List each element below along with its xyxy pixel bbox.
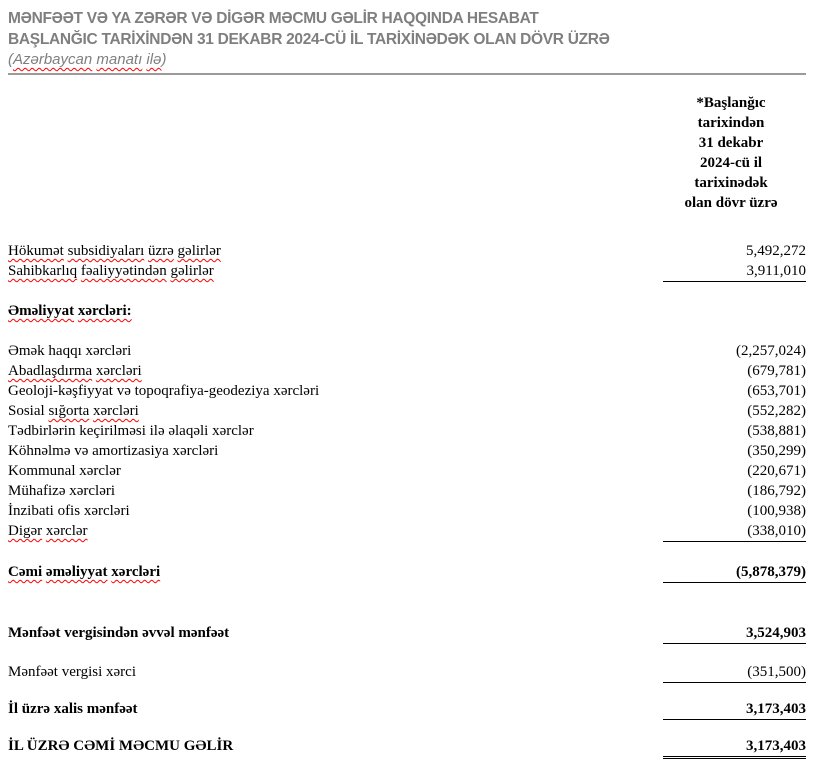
misspelled-word: fəaliyyətindən (80, 263, 167, 279)
misspelled-word: xərcləri (93, 403, 139, 419)
expense-row (8, 501, 806, 521)
row-label: Mühafizə xərcləri (8, 483, 116, 499)
row-value: 5,492,272 (746, 243, 806, 259)
operating-expenses-total (8, 562, 806, 583)
misspelled-word: üzrə (147, 243, 174, 259)
revenues-section (8, 241, 806, 282)
total-row (8, 623, 806, 644)
grand-total-row (8, 736, 806, 759)
misspelled-word: Hökumət (8, 243, 64, 259)
row-value: 3,173,403 (663, 699, 806, 720)
misspelled-word: xərclər (45, 523, 88, 539)
expense-row (8, 421, 806, 441)
row-value: (552,282) (747, 403, 806, 419)
row-value: 3,911,010 (663, 261, 806, 282)
row-label: Tədbirlərin keçirilməsi ilə əlaqəli xərclər (8, 423, 254, 439)
document-subtitle (8, 50, 806, 69)
period-header-line: *Başlanğıc (696, 95, 766, 111)
expense-row (8, 662, 806, 683)
row-label (8, 361, 663, 381)
row-value: (351,500) (663, 662, 806, 683)
document-title-line2: BAŞLANĞIC TARİXİNDƏN 31 DEKABR 2024-CÜ İL TARİXİNƏDƏK OLAN DÖVR ÜZRƏ (8, 31, 610, 48)
section-heading-row (8, 301, 806, 321)
net-profit-row (8, 699, 806, 720)
expense-row (8, 381, 806, 401)
row-value: (220,671) (747, 463, 806, 479)
period-header-line: 31 dekabr (698, 135, 764, 151)
expense-row (8, 401, 806, 421)
period-column-header (656, 93, 806, 213)
subtitle-text (13, 51, 161, 68)
misspelled-word: gəlirlər (170, 263, 214, 279)
expense-row (8, 341, 806, 361)
row-label: Mənfəət vergisi xərci (8, 664, 137, 680)
period-header-line: 2024-cü il (699, 155, 763, 171)
row-label: İnzibati ofis xərcləri (8, 503, 130, 519)
profit-before-tax-row (8, 623, 806, 644)
period-header-line: olan dövr üzrə (684, 195, 778, 211)
misspelled-word: Abadlaşdırma (8, 363, 93, 379)
misspelled-word: əməliyyat (45, 564, 108, 580)
misspelled-word: Sahibkarlıq (8, 263, 78, 279)
row-label: Kommunal xərclər (8, 463, 121, 479)
expense-row (8, 441, 806, 461)
revenue-row (8, 241, 806, 261)
expense-row (8, 521, 806, 542)
row-value: (186,792) (747, 483, 806, 499)
document-header (8, 8, 806, 75)
row-value: (538,881) (747, 423, 806, 439)
row-label: Geoloji-kəşfiyyat və topoqrafiya-geodeziya xərcləri (8, 383, 320, 399)
tax-expense-row (8, 662, 806, 683)
row-value: 3,173,403 (663, 736, 806, 759)
misspelled-word: ilə (146, 51, 162, 68)
misspelled-word: Azərbaycan (13, 51, 93, 68)
period-header-line: tarixindən (697, 115, 765, 131)
row-value: (100,938) (747, 503, 806, 519)
row-label (8, 562, 663, 582)
misspelled-word: manatı (96, 51, 143, 68)
misspelled-word: subsidiyaları (67, 243, 145, 259)
misspelled-word: sığorta (48, 403, 90, 419)
row-label: Mənfəət vergisindən əvvəl mənfəət (8, 625, 230, 641)
misspelled-word: Əməliyyat (8, 303, 75, 319)
misspelled-word: xərcləri: (77, 303, 132, 319)
misspelled-word: Cəmi (8, 564, 43, 580)
operating-expenses-heading (8, 301, 806, 321)
row-value: (350,299) (747, 443, 806, 459)
row-label: Köhnəlmə və amortizasiya xərcləri (8, 443, 219, 459)
row-label: İL ÜZRƏ CƏMİ MƏCMU GƏLİR (8, 738, 234, 754)
row-value: (338,010) (663, 521, 806, 542)
document-title-line1: MƏNFƏƏT VƏ YA ZƏRƏR VƏ DİGƏR MƏCMU GƏLİR HAQQINDA HESABAT (8, 10, 539, 27)
total-comprehensive-income-row (8, 736, 806, 759)
row-value: (653,701) (747, 383, 806, 399)
subtitle-paren-close: ) (161, 51, 167, 68)
total-row (8, 699, 806, 720)
misspelled-word: gəlirlər (177, 243, 221, 259)
total-row (8, 562, 806, 583)
row-label (8, 261, 663, 281)
row-value: (2,257,024) (736, 343, 806, 359)
row-label: Əmək haqqı xərcləri (8, 343, 132, 359)
row-label (8, 241, 663, 261)
subtitle-paren-open: ( (8, 51, 13, 68)
period-header-line: tarixinədək (694, 175, 768, 191)
row-label: Sosial sığorta xərcləri (8, 403, 139, 419)
row-value: (5,878,379) (663, 562, 806, 583)
misspelled-word: xərcləri (95, 363, 142, 379)
operating-expenses-section (8, 341, 806, 542)
revenue-row (8, 261, 806, 282)
expense-row (8, 361, 806, 381)
misspelled-word: Digər (8, 523, 43, 539)
row-value: (679,781) (747, 363, 806, 379)
row-label (8, 521, 663, 541)
misspelled-word: xərcləri (111, 564, 161, 580)
expense-row (8, 461, 806, 481)
expense-row (8, 481, 806, 501)
row-value: 3,524,903 (663, 623, 806, 644)
row-label (8, 301, 663, 321)
row-label: İl üzrə xalis mənfəət (8, 701, 138, 717)
